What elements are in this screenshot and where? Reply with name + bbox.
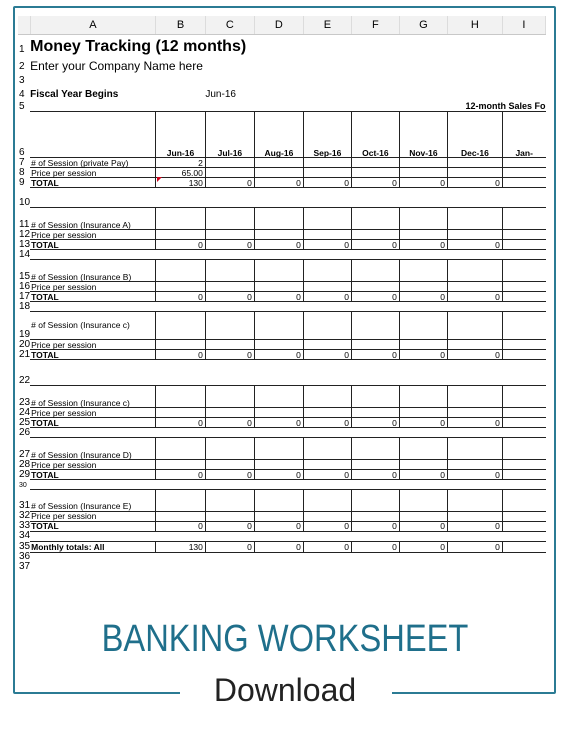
- total-cell[interactable]: 0: [156, 470, 206, 480]
- total-cell[interactable]: 0: [351, 292, 399, 302]
- worksheet-grid: [18, 16, 546, 572]
- month-header[interactable]: Jan-: [502, 112, 545, 158]
- row-number[interactable]: 6: [19, 146, 25, 158]
- data-cell[interactable]: 65.00: [156, 168, 206, 178]
- row-label[interactable]: Price per session: [30, 230, 156, 240]
- row-label[interactable]: # of Session (Insurance c): [30, 312, 156, 340]
- total-cell[interactable]: 0: [399, 240, 447, 250]
- fiscal-year-label[interactable]: Fiscal Year Begins: [30, 88, 119, 100]
- row-number[interactable]: 16: [19, 280, 31, 292]
- monthly-totals-label[interactable]: Monthly totals: All: [30, 541, 156, 552]
- row-number[interactable]: 23: [19, 396, 31, 408]
- row-label[interactable]: # of Session (Insurance c): [30, 386, 156, 408]
- total-cell[interactable]: 0: [303, 418, 351, 428]
- data-cell[interactable]: 2: [156, 158, 206, 168]
- total-cell[interactable]: 0: [303, 521, 351, 531]
- total-cell[interactable]: 0: [303, 470, 351, 480]
- row-label[interactable]: TOTAL: [30, 240, 156, 250]
- row-number[interactable]: 13: [19, 238, 31, 250]
- row-number[interactable]: 29: [19, 468, 31, 480]
- row-number[interactable]: 3: [19, 74, 25, 86]
- col-header-g[interactable]: G: [399, 16, 447, 35]
- row-number[interactable]: 31: [19, 500, 31, 511]
- total-cell[interactable]: 0: [156, 521, 206, 531]
- total-cell[interactable]: 0: [399, 418, 447, 428]
- total-cell[interactable]: 0: [205, 470, 254, 480]
- row-label[interactable]: TOTAL: [30, 418, 156, 428]
- month-header[interactable]: Jul-16: [205, 112, 254, 158]
- row-label[interactable]: # of Session (Insurance D): [30, 438, 156, 460]
- row-label[interactable]: TOTAL: [30, 521, 156, 531]
- total-cell[interactable]: 0: [205, 240, 254, 250]
- total-cell[interactable]: 0: [351, 521, 399, 531]
- row-label[interactable]: TOTAL: [30, 292, 156, 302]
- total-cell[interactable]: 0: [351, 470, 399, 480]
- monthly-total-cell[interactable]: 0: [205, 541, 254, 552]
- total-cell[interactable]: 0: [447, 240, 502, 250]
- monthly-total-cell[interactable]: 0: [399, 541, 447, 552]
- monthly-total-cell[interactable]: 0: [447, 541, 502, 552]
- row-number[interactable]: 26: [19, 426, 31, 438]
- row-number[interactable]: 30: [19, 482, 27, 489]
- row-number[interactable]: 19: [19, 328, 31, 340]
- spreadsheet[interactable]: [18, 16, 546, 606]
- month-header[interactable]: Dec-16: [447, 112, 502, 158]
- sales-forecast-label[interactable]: 12-month Sales Fo: [465, 101, 546, 111]
- col-header-e[interactable]: E: [303, 16, 351, 35]
- row-label[interactable]: TOTAL: [30, 470, 156, 480]
- monthly-total-cell[interactable]: 0: [351, 541, 399, 552]
- total-cell[interactable]: 0: [205, 292, 254, 302]
- row-number[interactable]: 34: [19, 530, 31, 541]
- total-cell[interactable]: 0: [447, 418, 502, 428]
- row-number[interactable]: 8: [19, 166, 25, 178]
- total-cell[interactable]: 0: [447, 521, 502, 531]
- total-cell[interactable]: 0: [254, 178, 303, 188]
- row-number[interactable]: 18: [19, 300, 31, 312]
- total-cell[interactable]: 0: [351, 178, 399, 188]
- total-cell[interactable]: 0: [205, 418, 254, 428]
- row-label[interactable]: Price per session: [30, 511, 156, 521]
- month-header[interactable]: Jun-16: [156, 112, 206, 158]
- monthly-total-cell[interactable]: 130: [156, 541, 206, 552]
- row-number[interactable]: 20: [19, 338, 31, 350]
- total-cell[interactable]: 0: [303, 240, 351, 250]
- row-label[interactable]: TOTAL: [30, 178, 156, 188]
- total-cell[interactable]: 130: [156, 178, 206, 188]
- select-all-corner[interactable]: [18, 16, 30, 35]
- total-cell[interactable]: 0: [351, 350, 399, 360]
- row-number[interactable]: 14: [19, 248, 31, 260]
- month-header[interactable]: Sep-16: [303, 112, 351, 158]
- row-number[interactable]: 36: [19, 551, 31, 562]
- row-number[interactable]: 7: [19, 156, 25, 168]
- fiscal-year-value[interactable]: Jun-16: [205, 88, 236, 100]
- row-label[interactable]: Price per session: [30, 340, 156, 350]
- total-cell[interactable]: 0: [205, 350, 254, 360]
- download-link[interactable]: Download: [213, 672, 357, 708]
- total-cell[interactable]: 0: [351, 418, 399, 428]
- row-number[interactable]: 21: [19, 348, 31, 360]
- total-cell[interactable]: 0: [254, 470, 303, 480]
- total-cell[interactable]: 0: [399, 292, 447, 302]
- total-cell[interactable]: 0: [447, 178, 502, 188]
- total-cell[interactable]: 0: [303, 350, 351, 360]
- row-label[interactable]: # of Session (Insurance B): [30, 260, 156, 282]
- sheet-title[interactable]: Money Tracking (12 months): [30, 37, 247, 55]
- total-cell[interactable]: 0: [303, 178, 351, 188]
- total-cell[interactable]: 0: [156, 240, 206, 250]
- total-cell[interactable]: 0: [205, 521, 254, 531]
- row-label[interactable]: Price per session: [30, 282, 156, 292]
- total-cell[interactable]: 0: [254, 350, 303, 360]
- row-number[interactable]: 32: [19, 510, 31, 521]
- total-cell[interactable]: 0: [205, 178, 254, 188]
- col-header-d[interactable]: D: [254, 16, 303, 35]
- row-number[interactable]: 10: [19, 196, 31, 208]
- col-header-c[interactable]: C: [205, 16, 254, 35]
- total-cell[interactable]: 0: [254, 521, 303, 531]
- row-number[interactable]: 9: [19, 176, 25, 188]
- row-number[interactable]: 12: [19, 228, 31, 240]
- col-header-b[interactable]: B: [156, 16, 206, 35]
- row-number[interactable]: 27: [19, 448, 31, 460]
- total-cell[interactable]: 0: [399, 470, 447, 480]
- row-label[interactable]: Price per session: [30, 408, 156, 418]
- row-number[interactable]: 35: [19, 541, 31, 552]
- row-number[interactable]: 15: [19, 270, 31, 282]
- row-number[interactable]: 4: [19, 88, 25, 100]
- month-header[interactable]: Oct-16: [351, 112, 399, 158]
- row-number[interactable]: 1: [19, 43, 25, 55]
- row-number[interactable]: 22: [19, 374, 31, 386]
- monthly-total-cell[interactable]: 0: [254, 541, 303, 552]
- col-header-a[interactable]: A: [30, 16, 156, 35]
- row-label[interactable]: # of Session (Insurance A): [30, 208, 156, 230]
- row-label[interactable]: Price per session: [30, 168, 156, 178]
- total-cell[interactable]: 0: [254, 240, 303, 250]
- total-cell[interactable]: 0: [351, 240, 399, 250]
- total-cell[interactable]: 0: [399, 350, 447, 360]
- row-label[interactable]: TOTAL: [30, 350, 156, 360]
- row-number[interactable]: 24: [19, 406, 31, 418]
- row-number[interactable]: 11: [19, 218, 30, 230]
- row-number[interactable]: 25: [19, 416, 31, 428]
- row-number[interactable]: 2: [19, 60, 25, 72]
- col-header-f[interactable]: F: [351, 16, 399, 35]
- total-cell[interactable]: 0: [447, 350, 502, 360]
- total-cell[interactable]: 0: [447, 292, 502, 302]
- month-header[interactable]: Nov-16: [399, 112, 447, 158]
- row-number[interactable]: 17: [19, 290, 31, 302]
- row-label[interactable]: # of Session (private Pay): [30, 158, 156, 168]
- row-label[interactable]: Price per session: [30, 460, 156, 470]
- col-header-i[interactable]: I: [502, 16, 545, 35]
- total-cell[interactable]: 0: [156, 292, 206, 302]
- total-cell[interactable]: 0: [399, 178, 447, 188]
- col-header-h[interactable]: H: [447, 16, 502, 35]
- row-number[interactable]: 28: [19, 458, 31, 470]
- company-name-cell[interactable]: Enter your Company Name here: [30, 58, 203, 73]
- total-cell[interactable]: 0: [303, 292, 351, 302]
- total-cell[interactable]: 0: [254, 292, 303, 302]
- total-cell[interactable]: 0: [156, 418, 206, 428]
- banking-worksheet-title: BANKING WORKSHEET: [101, 618, 469, 660]
- row-number[interactable]: 37: [19, 561, 31, 572]
- row-number[interactable]: 5: [19, 100, 25, 112]
- row-number[interactable]: 33: [19, 520, 31, 531]
- monthly-total-cell[interactable]: 0: [303, 541, 351, 552]
- row-label[interactable]: # of Session (Insurance E): [30, 489, 156, 511]
- total-cell[interactable]: 0: [156, 350, 206, 360]
- total-cell[interactable]: 0: [254, 418, 303, 428]
- total-cell[interactable]: 0: [399, 521, 447, 531]
- total-cell[interactable]: 0: [447, 470, 502, 480]
- month-header[interactable]: Aug-16: [254, 112, 303, 158]
